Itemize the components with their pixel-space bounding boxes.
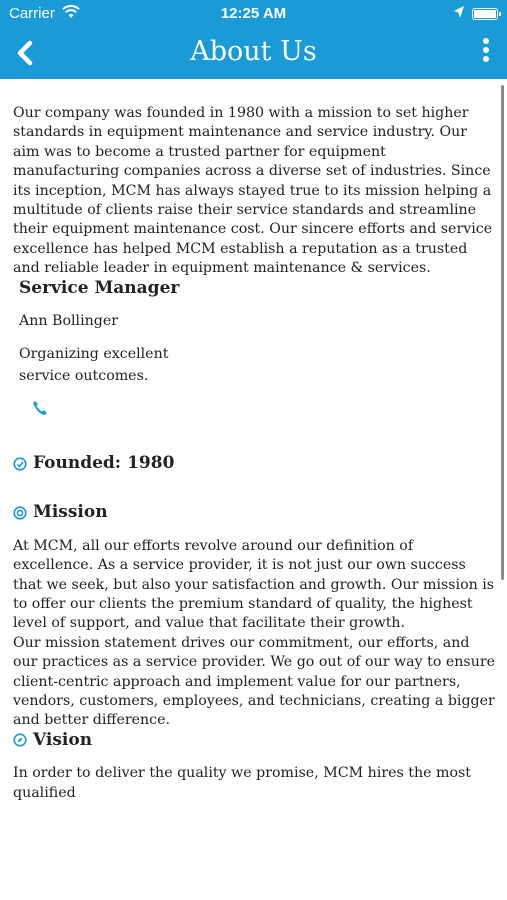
target-icon bbox=[13, 506, 27, 520]
battery-icon bbox=[472, 8, 498, 20]
intro-text: Our company was founded in 1980 with a mission to set higher standards in equipment maintenance and service industry. Our aim was to become a trusted partner for equipment manufacturing companies across a diverse set of industries. Since its inception, MCM has always stayed true to its mission helping a multitude of clients raise their service standards and streamline their equipment maintenance cost. Our sincere efforts and service excellence has helped MCM establish a reputation as a trusted and reliable leader in equipment maintenance & services. bbox=[13, 105, 493, 277]
clock-icon bbox=[13, 457, 27, 471]
founded-year: 1980 bbox=[127, 452, 175, 473]
vision-heading bbox=[13, 731, 495, 750]
founded-row bbox=[13, 454, 495, 473]
phone-icon[interactable] bbox=[31, 399, 49, 417]
status-bar bbox=[0, 0, 507, 28]
nav-bar bbox=[0, 28, 507, 79]
more-options-icon[interactable] bbox=[479, 38, 493, 68]
clock: 12:25 AM bbox=[220, 5, 287, 22]
manager-description: Organizing excellent service outcomes. bbox=[19, 346, 169, 385]
content bbox=[13, 104, 495, 803]
manager-name: Ann Bollinger bbox=[19, 313, 119, 330]
page-title: About Us bbox=[190, 36, 317, 67]
compass-icon bbox=[13, 733, 27, 747]
scrollbar[interactable] bbox=[501, 85, 504, 580]
mission-title: Mission bbox=[33, 502, 108, 523]
carrier-label: Carrier bbox=[9, 5, 55, 22]
founded-label: Founded: bbox=[33, 452, 122, 473]
location-arrow-icon bbox=[453, 5, 465, 19]
vision-paragraph: In order to deliver the quality we promise, MCM hires the most qualified bbox=[13, 765, 472, 801]
mission-heading bbox=[13, 503, 495, 522]
manager-title: Service Manager bbox=[19, 277, 180, 298]
vision-title: Vision bbox=[33, 729, 93, 750]
mission-paragraph-1: At MCM, all our efforts revolve around our definition of excellence. As a service provider, it is not just our own success that we seek, but also your satisfaction and growth. Our mission is to offer our clients the premium standard of quality, the highest level of support, and value that facilitate their growth. bbox=[13, 537, 495, 632]
mission-paragraph-2: Our mission statement drives our commitment, our efforts, and our practices as a service provider. We go out of our way to ensure client-centric approach and implement value for our partners, vendors, customers, employees, and technicians, creating a bigger and better difference. bbox=[13, 634, 496, 729]
manager-card bbox=[13, 279, 495, 424]
